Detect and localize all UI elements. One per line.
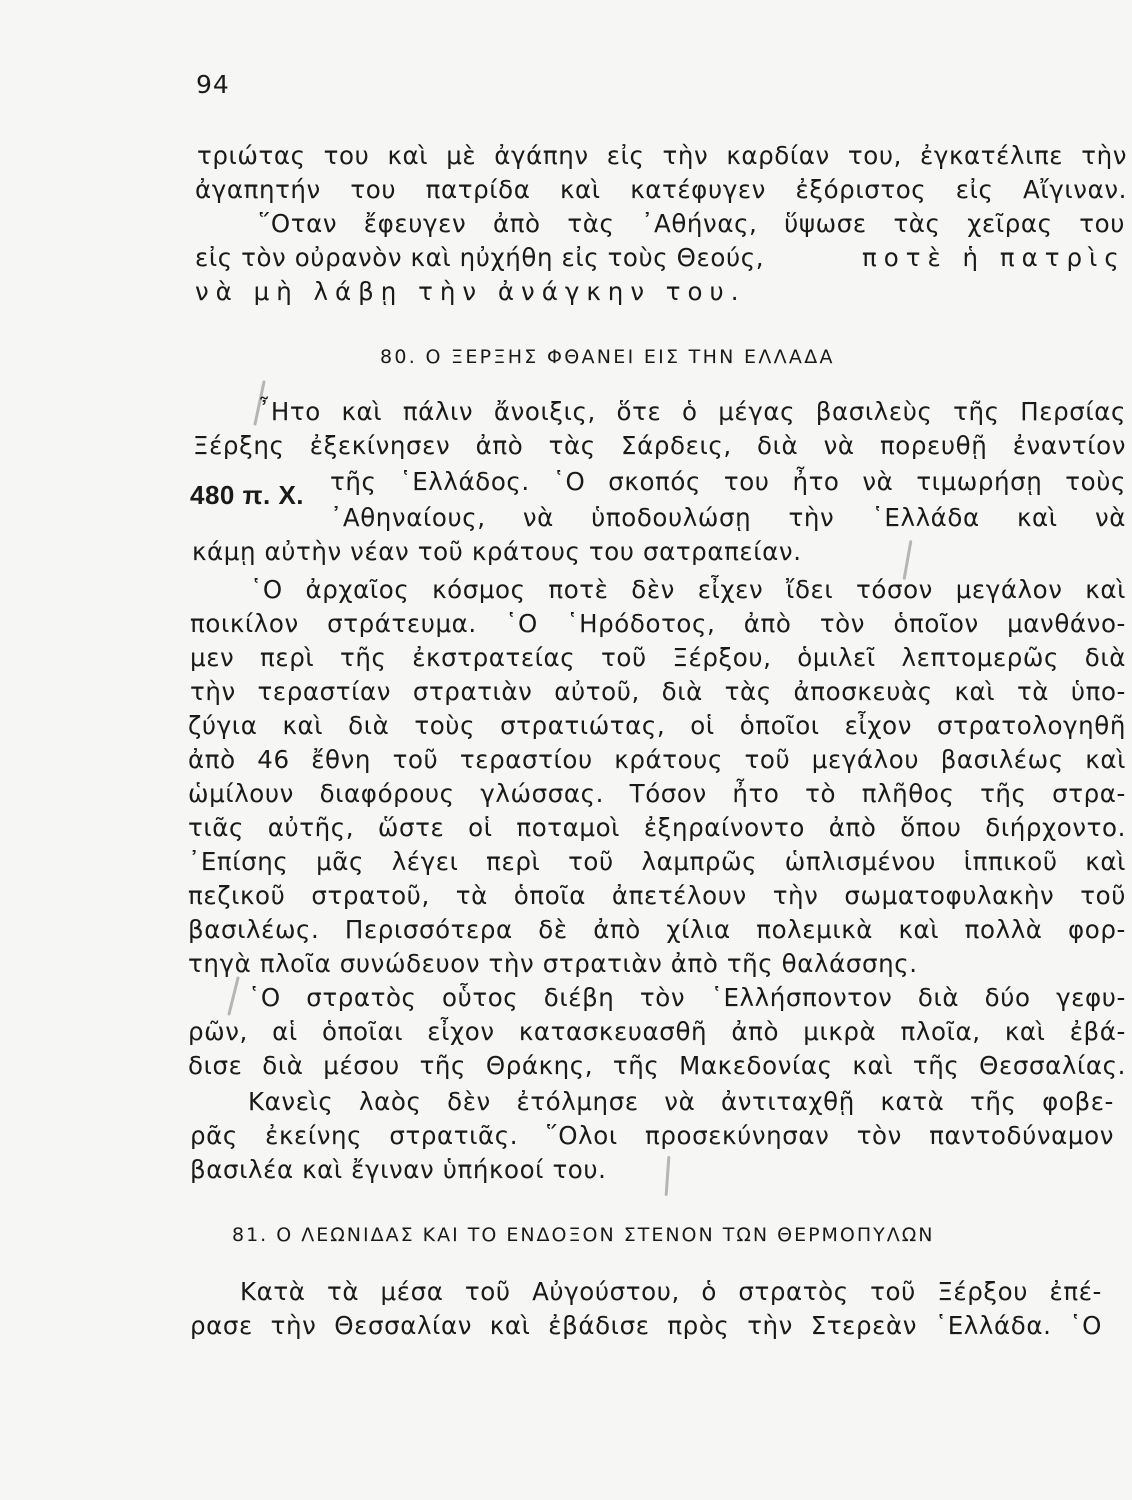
text-line: κάμῃ αὐτὴν νέαν τοῦ κράτους του σατραπείαν. <box>192 537 802 566</box>
text-line: Κατὰ τὰ μέσα τοῦ Αὐγούστου, ὁ στρατὸς τοῦ Ξέρξου ἐπέ- <box>240 1277 1102 1306</box>
text-line: ῞Οταν ἔφευγεν ἀπὸ τὰς ᾿Αθήνας, ὕψωσε τὰς χεῖρας του <box>258 209 1125 238</box>
margin-date: 480 π. Χ. <box>190 480 305 510</box>
text-line: τὴν τεραστίαν στρατιὰν αὐτοῦ, διὰ τὰς ἀποσκευὰς καὶ τὰ ὑπο- <box>190 677 1126 706</box>
text-line: μεν περὶ τῆς ἐκστρατείας τοῦ Ξέρξου, ὁμιλεῖ λεπτομερῶς διὰ <box>190 643 1126 672</box>
text-line: τηγὰ πλοῖα συνώδευον τὴν στρατιὰν ἀπὸ τῆς θαλάσσης. <box>188 949 918 978</box>
text-line: εἰς τὸν οὐρανὸν καὶ ηὐχήθη εἰς τοὺς Θεούς, <box>195 243 765 272</box>
page-number: 94 <box>196 70 230 99</box>
text-line: βασιλέα καὶ ἔγιναν ὑπήκοοί του. <box>190 1155 607 1184</box>
text-line: Ξέρξης ἐξεκίνησεν ἀπὸ τὰς Σάρδεις, διὰ νὰ πορευθῇ ἐναντίον <box>193 431 1126 460</box>
text-line-spaced: ποτὲ ἡ πατρὶς <box>862 243 1126 272</box>
text-line: Κανεὶς λαὸς δὲν ἐτόλμησε νὰ ἀντιταχθῇ κατὰ τῆς φοβε- <box>248 1087 1114 1116</box>
section-heading: 80. Ο ΞΕΡΞΗΣ ΦΘΑΝΕΙ ΕΙΣ ΤΗΝ ΕΛΛΑΔΑ <box>380 346 835 368</box>
text-line: ῏Ητο καὶ πάλιν ἄνοιξις, ὅτε ὁ μέγας βασιλεὺς τῆς Περσίας <box>258 397 1126 426</box>
text-line: ποικίλον στράτευμα. ῾Ο ῾Ηρόδοτος, ἀπὸ τὸν ὁποῖον μανθάνο- <box>190 609 1126 638</box>
text-line: ἀπὸ 46 ἔθνη τοῦ τεραστίου κράτους τοῦ μεγάλου βασιλέως καὶ <box>188 745 1126 774</box>
section-heading: 81. Ο ΛΕΩΝΙΔΑΣ ΚΑΙ ΤΟ ΕΝΔΟΞΟΝ ΣΤΕΝΟΝ ΤΩΝ ΘΕΡΜΟΠΥΛΩΝ <box>232 1224 935 1246</box>
pencil-mark <box>665 1156 671 1196</box>
text-line: ζύγια καὶ διὰ τοὺς στρατιώτας, οἱ ὁποῖοι εἶχον στρατολογηθῆ <box>188 711 1126 740</box>
text-line: ὡμίλουν διαφόρους γλώσσας. Τόσον ἦτο τὸ πλῆθος τῆς στρα- <box>188 779 1126 808</box>
text-line: τῆς ῾Ελλάδος. ῾Ο σκοπός του ἦτο νὰ τιμωρήσῃ τοὺς <box>330 467 1126 496</box>
text-line: τιᾶς αὐτῆς, ὥστε οἱ ποταμοὶ ἐξηραίνοντο ἀπὸ ὅπου διήρχοντο. <box>188 813 1126 842</box>
text-line: βασιλέως. Περισσότερα δὲ ἀπὸ χίλια πολεμικὰ καὶ πολλὰ φορ- <box>188 915 1126 944</box>
text-line: ρασε τὴν Θεσσαλίαν καὶ ἐβάδισε πρὸς τὴν Στερεὰν ῾Ελλάδα. ῾Ο <box>190 1311 1102 1340</box>
text-line: ᾿Αθηναίους, νὰ ὑποδουλώσῃ τὴν ῾Ελλάδα καὶ νὰ <box>330 503 1126 532</box>
text-line: τριώτας του καὶ μὲ ἀγάπην εἰς τὴν καρδίαν του, ἐγκατέλιπε τὴν <box>197 141 1127 170</box>
text-line: ᾿Επίσης μᾶς λέγει περὶ τοῦ λαμπρῶς ὡπλισμένου ἱππικοῦ καὶ <box>188 847 1126 876</box>
text-line: ρᾶς ἐκείνης στρατιᾶς. ῞Ολοι προσεκύνησαν τὸν παντοδύναμον <box>190 1121 1114 1150</box>
text-line: ρῶν, αἱ ὁποῖαι εἶχον κατασκευασθῆ ἀπὸ μικρὰ πλοῖα, καὶ ἐβά- <box>188 1017 1126 1046</box>
text-line: ἀγαπητήν του πατρίδα καὶ κατέφυγεν ἐξόριστος εἰς Αἴγιναν. <box>195 175 1127 204</box>
pencil-mark <box>227 976 240 1016</box>
text-line: ῾Ο στρατὸς οὗτος διέβη τὸν ῾Ελλήσποντον διὰ δύο γεφυ- <box>248 983 1126 1012</box>
text-line: πεζικοῦ στρατοῦ, τὰ ὁποῖα ἀπετέλουν τὴν σωματοφυλακὴν τοῦ <box>188 881 1126 910</box>
text-line-spaced: νὰ μὴ λάβῃ τὴν ἀνάγκην του. <box>195 277 746 306</box>
text-line: δισε διὰ μέσου τῆς Θράκης, τῆς Μακεδονίας καὶ τῆς Θεσσαλίας. <box>188 1051 1126 1080</box>
text-line: ῾Ο ἀρχαῖος κόσμος ποτὲ δὲν εἶχεν ἴδει τόσον μεγάλον καὶ <box>250 575 1126 604</box>
